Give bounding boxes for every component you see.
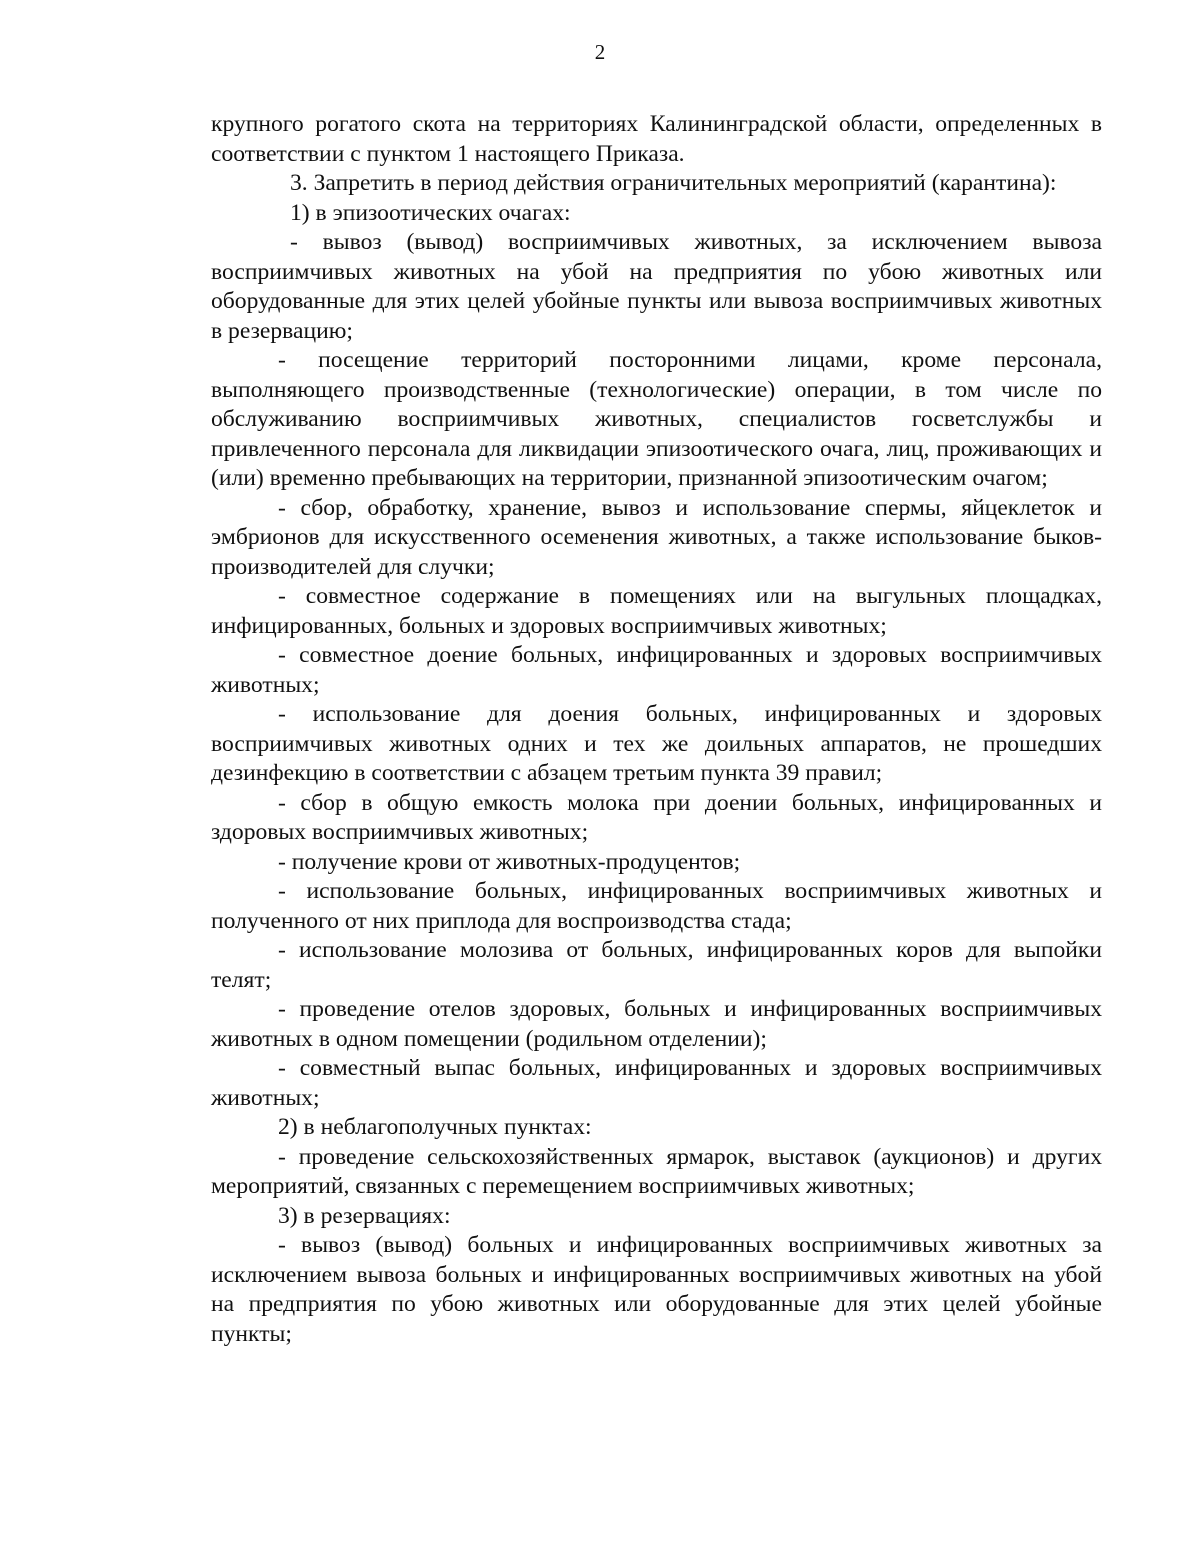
paragraph-bullet: - проведение сельскохозяйственных ярмарок, выставок (аукционов) и других мероприятий, связанных с перемещением восприимчивых животных; — [211, 1143, 1102, 1199]
paragraph-bullet: - вывоз (вывод) больных и инфицированных восприимчивых животных за исключением вывоза больных и инфицированных восприимчивых животных на убой на предприятия по убою животных или оборудованные для этих целей убойные пункты; — [211, 1232, 1102, 1347]
paragraph-bullet: - вывоз (вывод) восприимчивых животных, за исключением вывоза восприимчивых животных на убой на предприятия по убою животных или оборудованные для этих целей убойные пункты или вывоза восприимчивых животных в резервацию; — [211, 229, 1102, 344]
paragraph-subitem-3: 3) в резервациях: — [278, 1202, 451, 1229]
paragraph-bullet: - совместный выпас больных, инфицированных и здоровых восприимчивых животных; — [211, 1055, 1102, 1111]
paragraph-continuation: крупного рогатого скота на территориях Калининградской области, определенных в соответствии с пунктом 1 настоящего Приказа. — [211, 111, 1102, 167]
paragraph-bullet: - посещение территорий посторонними лицами, кроме персонала, выполняющего производственные (технологические) операции, в том числе по обслуживанию восприимчивых животных, специалистов госветслужбы и привлеченного персонала для ликвидации эпизоотического очага, лиц, проживающих и (или) временно пребывающих на территории, признанной эпизоотическим очагом; — [211, 347, 1102, 491]
paragraph-subitem-1: 1) в эпизоотических очагах: — [290, 199, 571, 226]
paragraph-bullet: - использование больных, инфицированных восприимчивых животных и полученного от них приплода для воспроизводства стада; — [211, 878, 1102, 934]
paragraph-bullet: - использование молозива от больных, инфицированных коров для выпойки телят; — [211, 937, 1102, 993]
paragraph-item-3: 3. Запретить в период действия ограничительных мероприятий (карантина): — [290, 170, 1057, 196]
page-number: 2 — [594, 40, 606, 64]
document-body — [211, 110, 1102, 1349]
paragraph-bullet: - сбор, обработку, хранение, вывоз и использование спермы, яйцеклеток и эмбрионов для искусственного осеменения животных, а также использование быков-производителей для случки; — [211, 494, 1102, 580]
paragraph-bullet: - совместное доение больных, инфицированных и здоровых восприимчивых животных; — [211, 642, 1102, 698]
paragraph-bullet: - использование для доения больных, инфицированных и здоровых восприимчивых животных одних и тех же доильных аппаратов, не прошедших дезинфекцию в соответствии с абзацем третьим пункта 39 правил; — [211, 701, 1102, 786]
paragraph-bullet: - сбор в общую емкость молока при доении больных, инфицированных и здоровых восприимчивых животных; — [211, 789, 1102, 845]
paragraph-bullet: - совместное содержание в помещениях или на выгульных площадках, инфицированных, больных и здоровых восприимчивых животных; — [211, 583, 1102, 639]
paragraph-subitem-2: 2) в неблагополучных пунктах: — [278, 1114, 592, 1140]
paragraph-bullet: - проведение отелов здоровых, больных и инфицированных восприимчивых животных в одном помещении (родильном отделении); — [211, 996, 1102, 1052]
paragraph-bullet: - получение крови от животных-продуцентов; — [278, 848, 741, 875]
